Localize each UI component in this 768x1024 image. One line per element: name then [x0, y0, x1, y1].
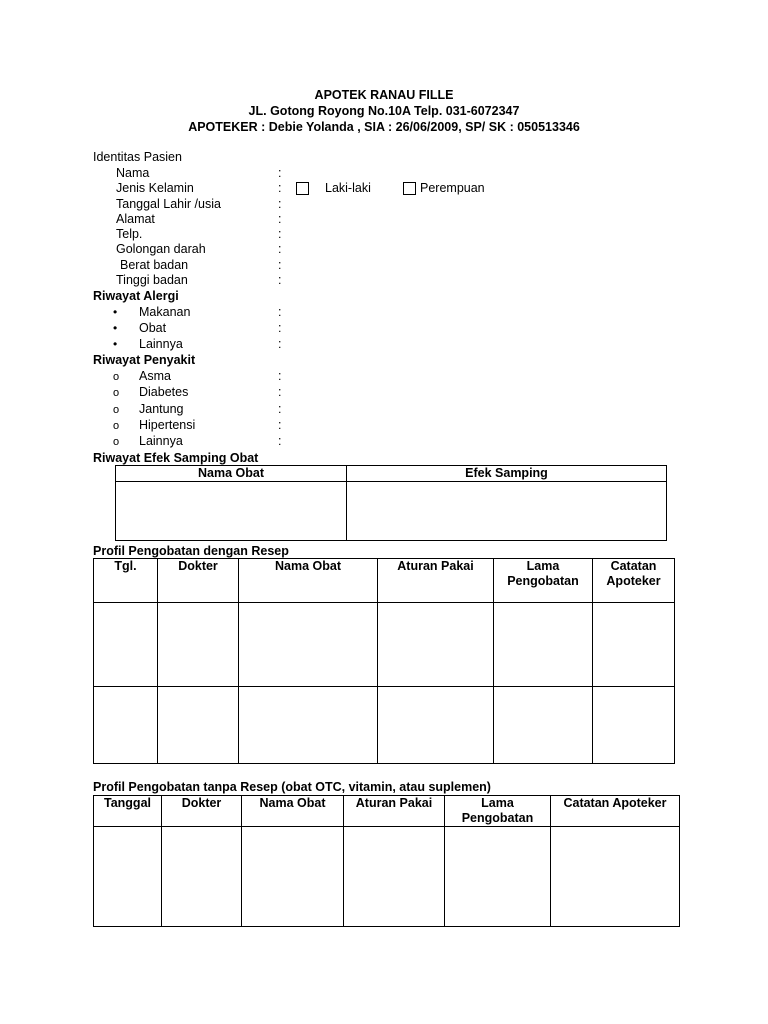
tanpa-resep-table — [93, 795, 680, 927]
field-nama: Nama : — [116, 166, 282, 180]
table-cell[interactable] — [162, 827, 242, 927]
column-header: Nama Obat — [239, 559, 378, 603]
pharmacist-info: APOTEKER : Debie Yolanda , SIA : 26/06/2009, SP/ SK : 050513346 — [188, 120, 580, 134]
column-header: Aturan Pakai — [378, 559, 494, 603]
penyakit-title: Riwayat Penyakit — [93, 353, 196, 367]
checkbox-laki-laki[interactable] — [296, 182, 309, 195]
option-perempuan-label: Perempuan — [420, 181, 485, 195]
column-header: Dokter — [158, 559, 239, 603]
table-row — [94, 827, 680, 927]
table-cell[interactable] — [116, 482, 347, 541]
circle-bullet-icon: o — [113, 404, 120, 416]
column-header: Dokter — [162, 796, 242, 827]
column-header: Nama Obat — [242, 796, 344, 827]
circle-bullet-icon: o — [113, 371, 120, 383]
table-cell[interactable] — [593, 603, 675, 687]
column-header: Catatan Apoteker — [593, 559, 675, 603]
column-header: Efek Samping — [347, 466, 667, 482]
alergi-item: • Makanan : — [113, 305, 282, 319]
pharmacy-name: APOTEK RANAU FILLE — [314, 88, 454, 102]
table-cell[interactable] — [242, 827, 344, 927]
tanpa-resep-title: Profil Pengobatan tanpa Resep (obat OTC, vitamin, atau suplemen) — [93, 780, 491, 794]
column-header: Lama Pengobatan — [494, 559, 593, 603]
pharmacy-address: JL. Gotong Royong No.10A Telp. 031-6072347 — [248, 104, 520, 118]
column-header: Tanggal — [94, 796, 162, 827]
table-cell[interactable] — [494, 687, 593, 764]
table-cell[interactable] — [347, 482, 667, 541]
column-header: Catatan Apoteker — [551, 796, 680, 827]
resep-table — [93, 558, 675, 764]
column-header: Aturan Pakai — [344, 796, 445, 827]
bullet-icon: • — [113, 305, 118, 319]
efek-samping-table — [115, 465, 667, 541]
column-header: Lama Pengobatan — [445, 796, 551, 827]
table-cell[interactable] — [593, 687, 675, 764]
penyakit-item: o Diabetes : — [113, 385, 282, 399]
identitas-title: Identitas Pasien — [93, 150, 182, 164]
field-tanggal-lahir: Tanggal Lahir /usia : — [116, 197, 282, 211]
bullet-icon: • — [113, 337, 118, 351]
field-telp: Telp. : — [116, 227, 282, 241]
table-cell[interactable] — [158, 603, 239, 687]
field-tinggi-badan: Tinggi badan : — [116, 273, 282, 287]
resep-title: Profil Pengobatan dengan Resep — [93, 544, 289, 558]
table-cell[interactable] — [551, 827, 680, 927]
checkbox-perempuan[interactable] — [403, 182, 416, 195]
circle-bullet-icon: o — [113, 436, 120, 448]
column-header: Nama Obat — [116, 466, 347, 482]
option-laki-laki-label: Laki-laki — [325, 181, 371, 195]
table-cell[interactable] — [378, 687, 494, 764]
table-cell[interactable] — [494, 603, 593, 687]
table-cell[interactable] — [94, 603, 158, 687]
table-cell[interactable] — [239, 603, 378, 687]
field-jenis-kelamin: Jenis Kelamin : Laki-laki Perempuan — [116, 181, 485, 195]
penyakit-item: o Asma : — [113, 369, 282, 383]
table-row — [94, 687, 675, 764]
table-cell[interactable] — [94, 827, 162, 927]
table-row — [94, 603, 675, 687]
table-cell[interactable] — [445, 827, 551, 927]
penyakit-item: o Jantung : — [113, 402, 282, 416]
table-cell[interactable] — [344, 827, 445, 927]
alergi-item: • Lainnya : — [113, 337, 282, 351]
table-cell[interactable] — [239, 687, 378, 764]
table-cell[interactable] — [378, 603, 494, 687]
circle-bullet-icon: o — [113, 420, 120, 432]
penyakit-item: o Lainnya : — [113, 434, 282, 448]
bullet-icon: • — [113, 321, 118, 335]
alergi-item: • Obat : — [113, 321, 282, 335]
field-berat-badan: Berat badan : — [120, 258, 282, 272]
penyakit-item: o Hipertensi : — [113, 418, 282, 432]
alergi-title: Riwayat Alergi — [93, 289, 179, 303]
field-alamat: Alamat : — [116, 212, 282, 226]
field-golongan-darah: Golongan darah : — [116, 242, 282, 256]
efek-title: Riwayat Efek Samping Obat — [93, 451, 259, 465]
column-header: Tgl. — [94, 559, 158, 603]
table-cell[interactable] — [94, 687, 158, 764]
table-cell[interactable] — [158, 687, 239, 764]
circle-bullet-icon: o — [113, 387, 120, 399]
